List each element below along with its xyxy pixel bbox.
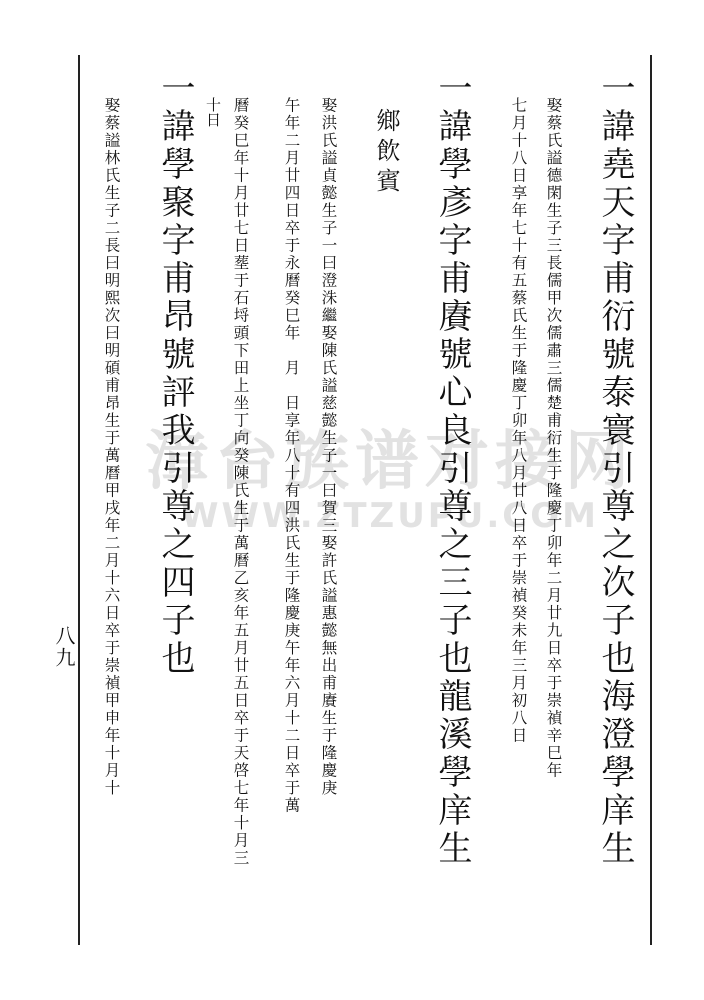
entry-detail-line: 午年二月廿四日卒于永曆癸巳年 月 日享年八十有四洪氏生于隆慶庚午年六月十二日卒于萬 xyxy=(282,97,301,815)
genealogy-entry-xueju: 一諱學聚字甫昂號評我引尊之四子也 xyxy=(155,70,195,678)
page-number: 八九 xyxy=(52,625,76,669)
entry-detail-line: 娶蔡謚林氏生子二長曰明熙次曰明碩甫昂生于萬曆甲戌年二月十六日卒于崇禎甲申年十月十 xyxy=(102,97,121,797)
entry-detail-line: 十日 xyxy=(204,97,222,127)
genealogy-entry-xueyan: 一諱學彥字甫賡號心良引尊之三子也龍溪學庠生 xyxy=(432,70,472,868)
watermark-chinese: 漳台族谱对接网 xyxy=(145,425,635,499)
honorific-title: 鄉飲賓 xyxy=(372,108,400,198)
genealogy-entry-yaotian: 一諱堯天字甫衍號泰寰引尊之次子也海澄學庠生 xyxy=(595,70,635,868)
entry-detail-line: 七月十八日享年七十有五蔡氏生于隆慶丁卯年八月廿八日卒于崇禎癸未年三月初八日 xyxy=(509,97,528,745)
watermark-url: WWW.ZTZUPU.COM xyxy=(181,496,599,536)
entry-detail-line: 娶洪氏謚貞懿生子一曰澄洙繼娶陳氏謚慈懿生子一曰賀三娶許氏謚惠懿無出甫賡生于隆慶庚 xyxy=(319,97,338,797)
entry-detail-line: 曆癸巳年十月廿七日塟于石埒頭下田上坐丁向癸陳氏生于萬曆乙亥年五月廿五日卒于天啓七年十月三 xyxy=(231,97,250,867)
entry-detail-line: 娶蔡氏謚德閑生子三長儒甲次儒肅三儒楚甫衍生于隆慶丁卯年二月廿九日卒于崇禎辛巳年 xyxy=(544,97,563,780)
